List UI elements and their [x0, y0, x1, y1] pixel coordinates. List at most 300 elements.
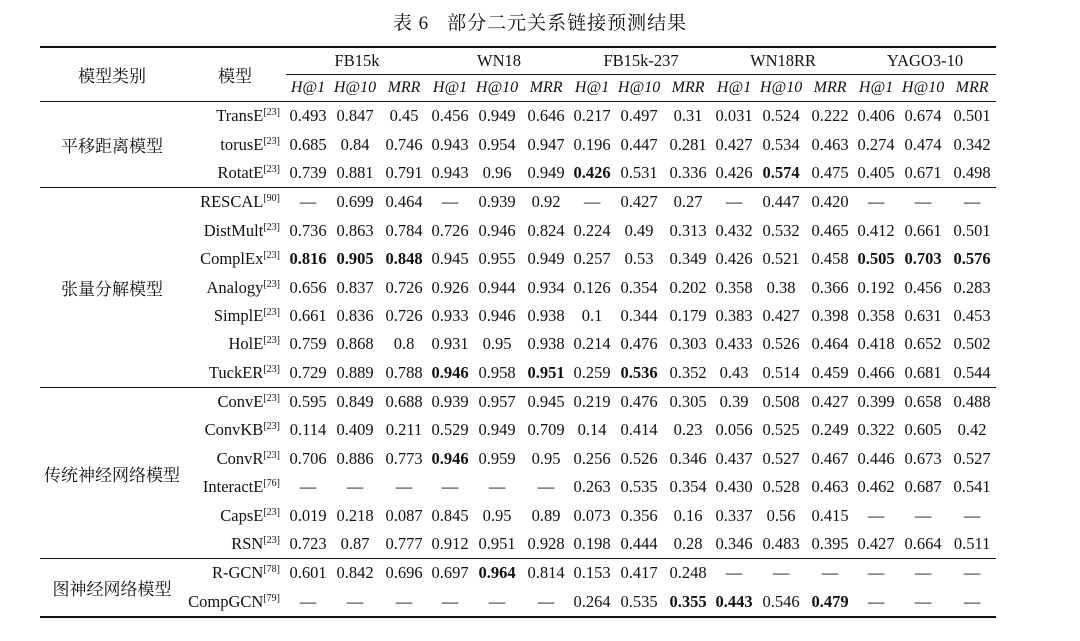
- value-cell: 0.84: [340, 134, 370, 154]
- value-cell: 0.601: [289, 563, 327, 583]
- value-cell: 0.398: [811, 305, 849, 325]
- table-row: [40, 330, 996, 358]
- value-cell: —: [948, 588, 996, 617]
- value-cell: 0.464: [385, 192, 423, 212]
- value-cell: 0.45: [389, 106, 419, 126]
- value-cell: 0.868: [336, 334, 374, 354]
- value-cell: 0.696: [385, 563, 423, 583]
- value-cell: 0.249: [811, 420, 849, 440]
- value-cell: 0.673: [904, 448, 942, 468]
- value-cell: 0.356: [620, 505, 658, 525]
- model-name-cell: [184, 102, 286, 131]
- value-cell: 0.447: [620, 134, 658, 154]
- value-cell: 0.426: [712, 159, 756, 188]
- model-name: InteractE: [202, 477, 264, 497]
- value-cell: 0.541: [953, 477, 991, 497]
- value-cell: 0.53: [624, 249, 654, 269]
- value-cell: —: [299, 477, 317, 497]
- citation-ref: [23]: [263, 421, 280, 433]
- citation-ref: [23]: [263, 535, 280, 547]
- value-cell: 0.529: [431, 420, 469, 440]
- value-cell: 0.631: [904, 305, 942, 325]
- value-cell: 0.8: [393, 334, 415, 354]
- value-cell: 0.456: [904, 277, 942, 297]
- value-cell: 0.219: [573, 392, 611, 412]
- model-name-cell: [184, 387, 286, 416]
- value-cell: 0.759: [289, 334, 327, 354]
- value-cell: —: [821, 563, 839, 583]
- value-cell: —: [583, 192, 601, 212]
- citation-ref: [90]: [263, 193, 280, 205]
- value-cell: 0.126: [573, 277, 611, 297]
- value-cell: 0.949: [478, 106, 516, 126]
- value-cell: 0.531: [614, 159, 664, 188]
- value-cell: 0.508: [762, 392, 800, 412]
- value-cell: 0.944: [478, 277, 516, 297]
- model-name-cell: [184, 359, 286, 388]
- value-cell: 0.443: [712, 588, 756, 617]
- value-cell: 0.303: [669, 334, 707, 354]
- value-cell: 0.938: [527, 305, 565, 325]
- citation-ref: [23]: [263, 449, 280, 461]
- header-metric: H@10: [472, 75, 522, 102]
- value-cell: 0.905: [336, 249, 374, 269]
- model-name-cell: [184, 159, 286, 188]
- value-cell: 0.283: [953, 277, 991, 297]
- value-cell: 0.27: [673, 192, 703, 212]
- value-cell: 0.886: [336, 448, 374, 468]
- value-cell: 0.344: [620, 305, 658, 325]
- value-cell: 0.16: [673, 505, 703, 525]
- value-cell: 0.685: [289, 134, 327, 154]
- value-cell: 0.881: [330, 159, 380, 188]
- value-cell: 0.467: [811, 448, 849, 468]
- value-cell: —: [772, 563, 790, 583]
- header-dataset-yago3-10: YAGO3-10: [854, 47, 996, 75]
- header-metric: H@10: [756, 75, 806, 102]
- value-cell: 0.824: [527, 220, 565, 240]
- value-cell: 0.281: [669, 134, 707, 154]
- citation-ref: [76]: [263, 478, 280, 490]
- value-cell: 0.688: [385, 392, 423, 412]
- value-cell: 0.433: [715, 334, 753, 354]
- value-cell: 0.349: [669, 249, 707, 269]
- header-metric: H@1: [428, 75, 472, 102]
- value-cell: 0.358: [857, 305, 895, 325]
- citation-ref: [23]: [263, 393, 280, 405]
- value-cell: 0.305: [669, 392, 707, 412]
- value-cell: 0.521: [762, 249, 800, 269]
- value-cell: 0.661: [904, 220, 942, 240]
- value-cell: 0.605: [904, 420, 942, 440]
- value-cell: 0.889: [330, 359, 380, 388]
- citation-ref: [23]: [263, 506, 280, 518]
- header-dataset-wn18: WN18: [428, 47, 570, 75]
- value-cell: —: [472, 588, 522, 617]
- value-cell: 0.939: [431, 392, 469, 412]
- value-cell: 0.777: [380, 530, 428, 559]
- value-cell: 0.726: [431, 220, 469, 240]
- table-row: [40, 245, 996, 273]
- value-cell: 0.23: [673, 420, 703, 440]
- value-cell: 0.49: [624, 220, 654, 240]
- value-cell: 0.1: [581, 305, 603, 325]
- value-cell: 0.463: [811, 134, 849, 154]
- value-cell: 0.933: [431, 305, 469, 325]
- value-cell: —: [346, 477, 364, 497]
- value-cell: —: [537, 477, 555, 497]
- value-cell: 0.430: [715, 477, 753, 497]
- value-cell: 0.709: [527, 420, 565, 440]
- table-row: [40, 130, 996, 158]
- value-cell: 0.502: [953, 334, 991, 354]
- value-cell: 0.954: [478, 134, 516, 154]
- value-cell: 0.842: [336, 563, 374, 583]
- header-category: 模型类别: [40, 47, 184, 102]
- table-row: [40, 473, 996, 501]
- value-cell: 0.437: [715, 448, 753, 468]
- value-cell: 0.073: [573, 505, 611, 525]
- value-cell: —: [854, 588, 898, 617]
- value-cell: 0.791: [380, 159, 428, 188]
- value-cell: 0.366: [811, 277, 849, 297]
- value-cell: 0.945: [527, 392, 565, 412]
- value-cell: 0.576: [953, 249, 991, 269]
- value-cell: —: [488, 477, 506, 497]
- value-cell: 0.949: [527, 249, 565, 269]
- category-cell: 平移距离模型: [40, 102, 184, 188]
- value-cell: 0.14: [577, 420, 607, 440]
- value-cell: 0.192: [857, 277, 895, 297]
- value-cell: 0.42: [957, 420, 987, 440]
- model-name: RSN: [231, 534, 264, 554]
- value-cell: 0.497: [620, 106, 658, 126]
- value-cell: 0.943: [431, 134, 469, 154]
- value-cell: 0.681: [898, 359, 948, 388]
- value-cell: 0.946: [478, 305, 516, 325]
- value-cell: 0.736: [289, 220, 327, 240]
- value-cell: 0.674: [904, 106, 942, 126]
- value-cell: 0.274: [857, 134, 895, 154]
- model-name: ComplEx: [200, 249, 264, 269]
- value-cell: 0.945: [431, 249, 469, 269]
- value-cell: —: [330, 588, 380, 617]
- value-cell: 0.946: [431, 448, 469, 468]
- value-cell: 0.687: [904, 477, 942, 497]
- value-cell: 0.95: [482, 334, 512, 354]
- model-name-cell: [184, 188, 286, 217]
- value-cell: 0.947: [527, 134, 565, 154]
- table-row: [40, 559, 996, 588]
- value-cell: 0.934: [527, 277, 565, 297]
- value-cell: 0.964: [478, 563, 516, 583]
- value-cell: 0.358: [715, 277, 753, 297]
- value-cell: —: [963, 505, 981, 525]
- value-cell: 0.544: [948, 359, 996, 388]
- table-caption: [0, 8, 1080, 35]
- value-cell: 0.426: [570, 159, 614, 188]
- value-cell: —: [867, 505, 885, 525]
- value-cell: 0.476: [620, 334, 658, 354]
- model-name-cell: [184, 530, 286, 559]
- value-cell: 0.931: [431, 334, 469, 354]
- value-cell: 0.256: [573, 448, 611, 468]
- model-name-cell: [184, 559, 286, 588]
- value-cell: 0.816: [289, 249, 327, 269]
- value-cell: 0.836: [336, 305, 374, 325]
- value-cell: 0.476: [620, 392, 658, 412]
- value-cell: —: [522, 588, 570, 617]
- value-cell: 0.501: [953, 106, 991, 126]
- table-row: [40, 445, 996, 473]
- value-cell: 0.313: [669, 220, 707, 240]
- value-cell: 0.427: [854, 530, 898, 559]
- table-row: [40, 102, 996, 131]
- header-metric: MRR: [948, 75, 996, 102]
- value-cell: 0.031: [715, 106, 753, 126]
- value-cell: 0.415: [811, 505, 849, 525]
- value-cell: —: [867, 192, 885, 212]
- value-cell: 0.453: [953, 305, 991, 325]
- value-cell: 0.354: [620, 277, 658, 297]
- model-name: torusE: [220, 134, 264, 154]
- table-row: [40, 416, 996, 444]
- model-name-cell: [184, 473, 286, 501]
- value-cell: 0.726: [385, 305, 423, 325]
- value-cell: 0.501: [953, 220, 991, 240]
- category-cell: 传统神经网络模型: [40, 387, 184, 558]
- model-name-cell: [184, 130, 286, 158]
- value-cell: 0.179: [669, 305, 707, 325]
- value-cell: 0.726: [385, 277, 423, 297]
- value-cell: 0.955: [478, 249, 516, 269]
- value-cell: 0.432: [715, 220, 753, 240]
- value-cell: 0.412: [857, 220, 895, 240]
- value-cell: 0.845: [431, 505, 469, 525]
- value-cell: 0.943: [428, 159, 472, 188]
- value-cell: 0.773: [385, 448, 423, 468]
- header-dataset-fb15k-237: FB15k-237: [570, 47, 712, 75]
- model-name-cell: [184, 416, 286, 444]
- value-cell: 0.746: [385, 134, 423, 154]
- value-cell: 0.658: [904, 392, 942, 412]
- header-metric: H@10: [330, 75, 380, 102]
- value-cell: 0.352: [664, 359, 712, 388]
- value-cell: 0.465: [811, 220, 849, 240]
- value-cell: 0.699: [336, 192, 374, 212]
- value-cell: 0.656: [289, 277, 327, 297]
- value-cell: 0.31: [673, 106, 703, 126]
- value-cell: 0.526: [620, 448, 658, 468]
- table-row: [40, 217, 996, 245]
- value-cell: 0.214: [573, 334, 611, 354]
- value-cell: 0.475: [806, 159, 854, 188]
- model-name: SimplE: [213, 305, 264, 325]
- value-cell: —: [914, 563, 932, 583]
- citation-ref: [78]: [263, 564, 280, 576]
- value-cell: 0.153: [573, 563, 611, 583]
- value-cell: 0.248: [669, 563, 707, 583]
- value-cell: 0.447: [762, 192, 800, 212]
- value-cell: 0.39: [719, 392, 749, 412]
- value-cell: 0.427: [811, 392, 849, 412]
- value-cell: 0.848: [385, 249, 423, 269]
- value-cell: 0.574: [756, 159, 806, 188]
- header-metric: H@1: [854, 75, 898, 102]
- table-row: [40, 359, 996, 388]
- header-metric: MRR: [522, 75, 570, 102]
- table-number: 表 6: [392, 13, 430, 34]
- value-cell: 0.337: [715, 505, 753, 525]
- model-name: ConvR: [216, 448, 264, 468]
- value-cell: 0.466: [854, 359, 898, 388]
- value-cell: 0.464: [811, 334, 849, 354]
- value-cell: 0.96: [472, 159, 522, 188]
- header-dataset-fb15k: FB15k: [286, 47, 428, 75]
- value-cell: 0.912: [428, 530, 472, 559]
- value-cell: 0.706: [289, 448, 327, 468]
- model-name: HolE: [228, 334, 264, 354]
- value-cell: 0.837: [336, 277, 374, 297]
- value-cell: 0.95: [482, 505, 512, 525]
- model-name-cell: [184, 501, 286, 529]
- table-row: [40, 387, 996, 416]
- value-cell: 0.406: [857, 106, 895, 126]
- table-row: [40, 302, 996, 330]
- model-name: ConvE: [217, 392, 264, 412]
- value-cell: 0.211: [385, 420, 423, 440]
- value-cell: 0.652: [904, 334, 942, 354]
- model-name-cell: [184, 302, 286, 330]
- model-name-cell: [184, 273, 286, 301]
- value-cell: 0.426: [715, 249, 753, 269]
- value-cell: 0.493: [289, 106, 327, 126]
- value-cell: —: [963, 192, 981, 212]
- value-cell: 0.849: [336, 392, 374, 412]
- value-cell: —: [725, 192, 743, 212]
- header-dataset-wn18rr: WN18RR: [712, 47, 854, 75]
- value-cell: 0.417: [620, 563, 658, 583]
- value-cell: 0.483: [756, 530, 806, 559]
- value-cell: 0.847: [336, 106, 374, 126]
- table-title: 部分二元关系链接预测结果: [447, 13, 688, 34]
- value-cell: 0.222: [811, 106, 849, 126]
- value-cell: 0.957: [478, 392, 516, 412]
- value-cell: —: [867, 563, 885, 583]
- value-cell: 0.863: [336, 220, 374, 240]
- header-metric: MRR: [380, 75, 428, 102]
- category-cell: 张量分解模型: [40, 188, 184, 388]
- value-cell: 0.479: [806, 588, 854, 617]
- value-cell: 0.474: [904, 134, 942, 154]
- model-name: Analogy: [206, 277, 264, 297]
- value-cell: —: [395, 477, 413, 497]
- value-cell: 0.418: [857, 334, 895, 354]
- header-metric: H@10: [614, 75, 664, 102]
- value-cell: 0.198: [570, 530, 614, 559]
- value-cell: 0.217: [573, 106, 611, 126]
- value-cell: 0.526: [762, 334, 800, 354]
- model-name: TuckER: [208, 362, 264, 382]
- value-cell: —: [380, 588, 428, 617]
- header-metric: H@10: [898, 75, 948, 102]
- value-cell: —: [286, 588, 330, 617]
- table-row: [40, 188, 996, 217]
- value-cell: 0.427: [715, 134, 753, 154]
- value-cell: 0.224: [573, 220, 611, 240]
- value-cell: 0.38: [766, 277, 796, 297]
- value-cell: 0.427: [620, 192, 658, 212]
- value-cell: 0.488: [953, 392, 991, 412]
- table-row: [40, 159, 996, 188]
- citation-ref: [23]: [263, 335, 280, 347]
- value-cell: 0.202: [669, 277, 707, 297]
- value-cell: 0.498: [948, 159, 996, 188]
- model-name-cell: [184, 330, 286, 358]
- value-cell: 0.723: [286, 530, 330, 559]
- table-row: [40, 530, 996, 559]
- value-cell: 0.257: [573, 249, 611, 269]
- header-metric: MRR: [806, 75, 854, 102]
- value-cell: 0.405: [854, 159, 898, 188]
- value-cell: 0.89: [531, 505, 561, 525]
- value-cell: 0.336: [664, 159, 712, 188]
- value-cell: 0.259: [570, 359, 614, 388]
- model-name: ConvKB: [204, 420, 264, 440]
- value-cell: 0.322: [857, 420, 895, 440]
- value-cell: 0.87: [330, 530, 380, 559]
- value-cell: 0.525: [762, 420, 800, 440]
- value-cell: 0.536: [614, 359, 664, 388]
- value-cell: —: [441, 192, 459, 212]
- value-cell: 0.114: [289, 420, 327, 440]
- citation-ref: [23]: [263, 278, 280, 290]
- value-cell: 0.527: [953, 448, 991, 468]
- value-cell: 0.462: [857, 477, 895, 497]
- value-cell: 0.528: [762, 477, 800, 497]
- value-cell: 0.444: [614, 530, 664, 559]
- value-cell: —: [963, 563, 981, 583]
- value-cell: 0.56: [766, 505, 796, 525]
- value-cell: —: [441, 477, 459, 497]
- value-cell: 0.427: [762, 305, 800, 325]
- model-name: CapsE: [220, 505, 264, 525]
- value-cell: 0.342: [953, 134, 991, 154]
- value-cell: 0.263: [573, 477, 611, 497]
- value-cell: 0.399: [857, 392, 895, 412]
- value-cell: 0.951: [472, 530, 522, 559]
- value-cell: 0.535: [614, 588, 664, 617]
- header-metric: H@1: [712, 75, 756, 102]
- value-cell: 0.456: [431, 106, 469, 126]
- value-cell: 0.355: [664, 588, 712, 617]
- value-cell: 0.535: [620, 477, 658, 497]
- value-cell: 0.409: [336, 420, 374, 440]
- value-cell: 0.928: [522, 530, 570, 559]
- value-cell: 0.534: [762, 134, 800, 154]
- value-cell: 0.959: [478, 448, 516, 468]
- model-name: CompGCN: [188, 591, 264, 611]
- value-cell: 0.087: [385, 505, 423, 525]
- value-cell: —: [898, 588, 948, 617]
- value-cell: 0.646: [527, 106, 565, 126]
- citation-ref: [23]: [263, 250, 280, 262]
- value-cell: 0.383: [715, 305, 753, 325]
- citation-ref: [23]: [263, 107, 280, 119]
- table-row: [40, 588, 996, 617]
- value-cell: 0.28: [664, 530, 712, 559]
- value-cell: 0.395: [806, 530, 854, 559]
